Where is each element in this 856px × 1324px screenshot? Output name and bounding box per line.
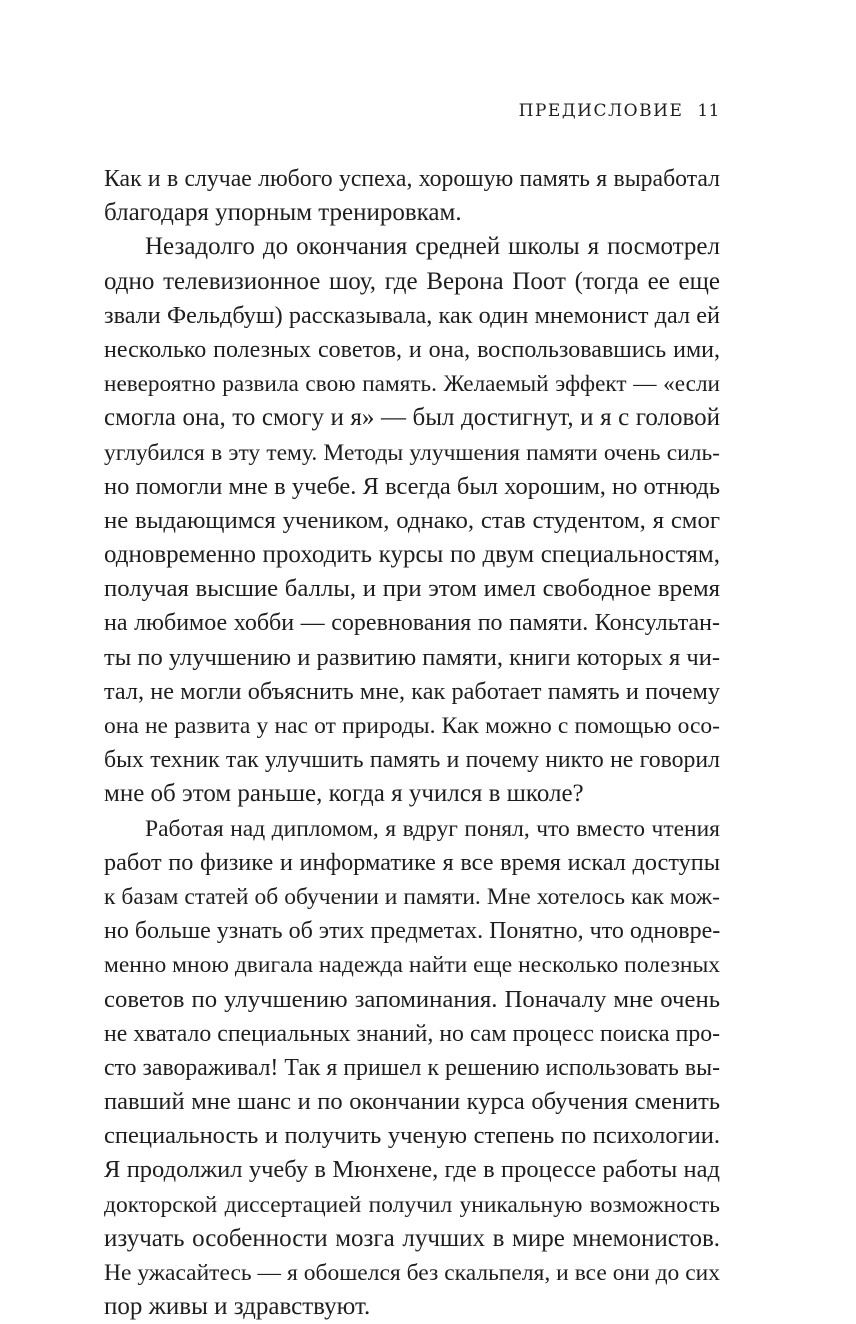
text-line: Незадолго до окончания средней школы я посмотрел bbox=[145, 233, 720, 261]
text-line: павший мне шанс и по окончании курса обучения сменить bbox=[104, 1088, 720, 1116]
text-line: она не развита у нас от природы. Как можно с помощью осо- bbox=[104, 713, 720, 739]
text-line: мне об этом раньше, когда я учился в школе? bbox=[104, 780, 584, 808]
text-line: тал, не могли объяснить мне, как работает память и почему bbox=[104, 677, 720, 705]
text-line: несколько полезных советов, и она, воспользовавшись ими, bbox=[104, 336, 720, 363]
text-line: пор живы и здравствуют. bbox=[104, 1293, 371, 1321]
text-line: одно телевизионное шоу, где Верона Поот (тогда ее еще bbox=[104, 267, 720, 295]
text-line: бых техник так улучшить память и почему никто не говорил bbox=[104, 747, 720, 774]
text-line: получая высшие баллы, и при этом имел свободное время bbox=[104, 575, 720, 603]
text-line: Я продолжил учебу в Мюнхене, где в процессе работы над bbox=[104, 1156, 720, 1184]
body-text bbox=[104, 162, 720, 1324]
text-line: звали Фельдбуш) рассказывала, как один мнемонист дал ей bbox=[104, 301, 720, 329]
text-line: не выдающимся учеником, однако, став студентом, я смог bbox=[104, 506, 720, 534]
text-line: изучать особенности мозга лучших в мире мнемонистов. bbox=[104, 1224, 720, 1252]
paragraph bbox=[104, 230, 720, 811]
text-line: к базам статей об обучении и памяти. Мне хотелось как мож- bbox=[104, 883, 720, 910]
text-line: Работая над дипломом, я вдруг понял, что вместо чтения bbox=[145, 815, 720, 842]
text-line: углубился в эту тему. Методы улучшения памяти очень силь- bbox=[104, 439, 720, 466]
text-line: благодаря упорным тренировкам. bbox=[104, 199, 462, 227]
page-number: 11 bbox=[697, 101, 720, 121]
text-line: докторской диссертацией получил уникальную возможность bbox=[104, 1191, 720, 1218]
text-line: не хватало специальных знаний, но сам процесс поиска про- bbox=[104, 1020, 720, 1047]
text-line: менно мною двигала надежда найти еще несколько полезных bbox=[104, 952, 720, 979]
text-line: советов по улучшению запоминания. Поначалу мне очень bbox=[104, 985, 720, 1013]
text-line: невероятно развила свою память. Желаемый эффект — «если bbox=[104, 371, 720, 398]
text-line: работ по физике и информатике я все время искал доступы bbox=[104, 848, 720, 876]
paragraph bbox=[104, 162, 720, 230]
text-line: сто завораживал! Так я пришел к решению использовать вы- bbox=[104, 1054, 720, 1081]
text-line: но больше узнать об этих предметах. Понятно, что одновре- bbox=[104, 918, 721, 945]
text-line: специальность и получить ученую степень по психологии. bbox=[104, 1122, 720, 1150]
section-title: ПРЕДИСЛОВИЕ bbox=[518, 101, 684, 121]
text-line: одновременно проходить курсы по двум специальностям, bbox=[104, 541, 720, 569]
text-line: Как и в случае любого успеха, хорошую память я выработал bbox=[104, 166, 720, 192]
text-line: на любимое хобби — соревнования по памяти. Консультан- bbox=[104, 610, 720, 637]
text-line: Не ужасайтесь — я обошелся без скальпеля, и все они до сих bbox=[104, 1260, 720, 1286]
paragraph bbox=[104, 812, 720, 1324]
running-head bbox=[519, 101, 720, 121]
text-line: смогла она, то смогу и я» — был достигнут, и я с головой bbox=[104, 404, 720, 432]
text-line: ты по улучшению и развитию памяти, книги которых я чи- bbox=[104, 643, 720, 671]
text-line: но помогли мне в учебе. Я всегда был хорошим, но отнюдь bbox=[104, 472, 720, 500]
